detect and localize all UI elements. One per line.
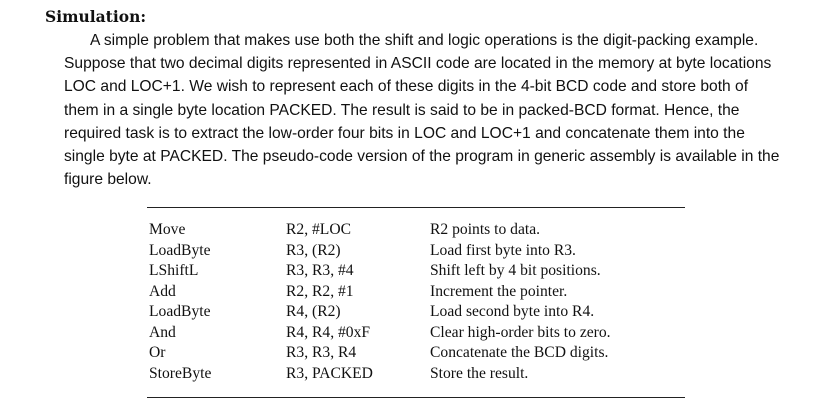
instruction-operands: R2, #LOC xyxy=(286,221,351,238)
instruction-operands: R3, (R2) xyxy=(286,241,341,259)
code-line xyxy=(149,261,690,282)
instruction-comment: Concatenate the BCD digits. xyxy=(430,344,609,361)
instruction-comment: Load first byte into R3. xyxy=(430,241,576,259)
instruction-comment: Store the result. xyxy=(430,364,529,382)
code-top-rule xyxy=(147,207,685,208)
instruction-comment: Shift left by 4 bit positions. xyxy=(430,262,601,279)
code-line xyxy=(149,364,690,385)
code-line xyxy=(149,282,690,303)
instruction-opcode: Add xyxy=(149,282,176,300)
code-line xyxy=(149,220,690,241)
instruction-comment: R2 points to data. xyxy=(430,221,541,238)
instruction-opcode: Or xyxy=(149,344,166,361)
instruction-comment: Increment the pointer. xyxy=(430,282,568,300)
instruction-comment: Load second byte into R4. xyxy=(430,303,595,320)
instruction-operands: R3, R3, R4 xyxy=(286,344,357,361)
instruction-opcode: LShiftL xyxy=(149,262,199,279)
code-bottom-rule xyxy=(147,397,685,398)
instruction-opcode: LoadByte xyxy=(149,303,211,320)
section-heading: Simulation: xyxy=(45,7,147,26)
code-line xyxy=(149,302,690,323)
code-line xyxy=(149,241,690,262)
instruction-opcode: StoreByte xyxy=(149,364,212,382)
instruction-opcode: And xyxy=(149,323,176,341)
instruction-operands: R3, PACKED xyxy=(286,364,373,382)
instruction-operands: R4, R4, #0xF xyxy=(286,323,371,341)
instruction-operands: R2, R2, #1 xyxy=(286,282,354,300)
instruction-operands: R3, R3, #4 xyxy=(286,262,354,279)
instruction-operands: R4, (R2) xyxy=(286,303,341,320)
description-paragraph: A simple problem that makes use both the shift and logic operations is the digit-packing example. Suppose that two decimal digits represented in ASCII code are located in the memory at byte locations LOC and LOC+1. We wish to represent each of these digits in the 4-bit BCD code and store both of them in a single byte location PACKED. The result is said to be in packed-BCD format. Hence, the required task is to extract the low-order four bits in LOC and LOC+1 and concatenate them into the single byte at PACKED. The pseudo-code version of the program in generic assembly is available in the figure below. xyxy=(64,32,780,189)
instruction-opcode: LoadByte xyxy=(149,241,211,259)
instruction-opcode: Move xyxy=(149,221,186,238)
code-line xyxy=(149,323,690,344)
instruction-comment: Clear high-order bits to zero. xyxy=(430,323,611,341)
assembly-code-listing xyxy=(149,220,690,384)
code-line xyxy=(149,343,690,364)
